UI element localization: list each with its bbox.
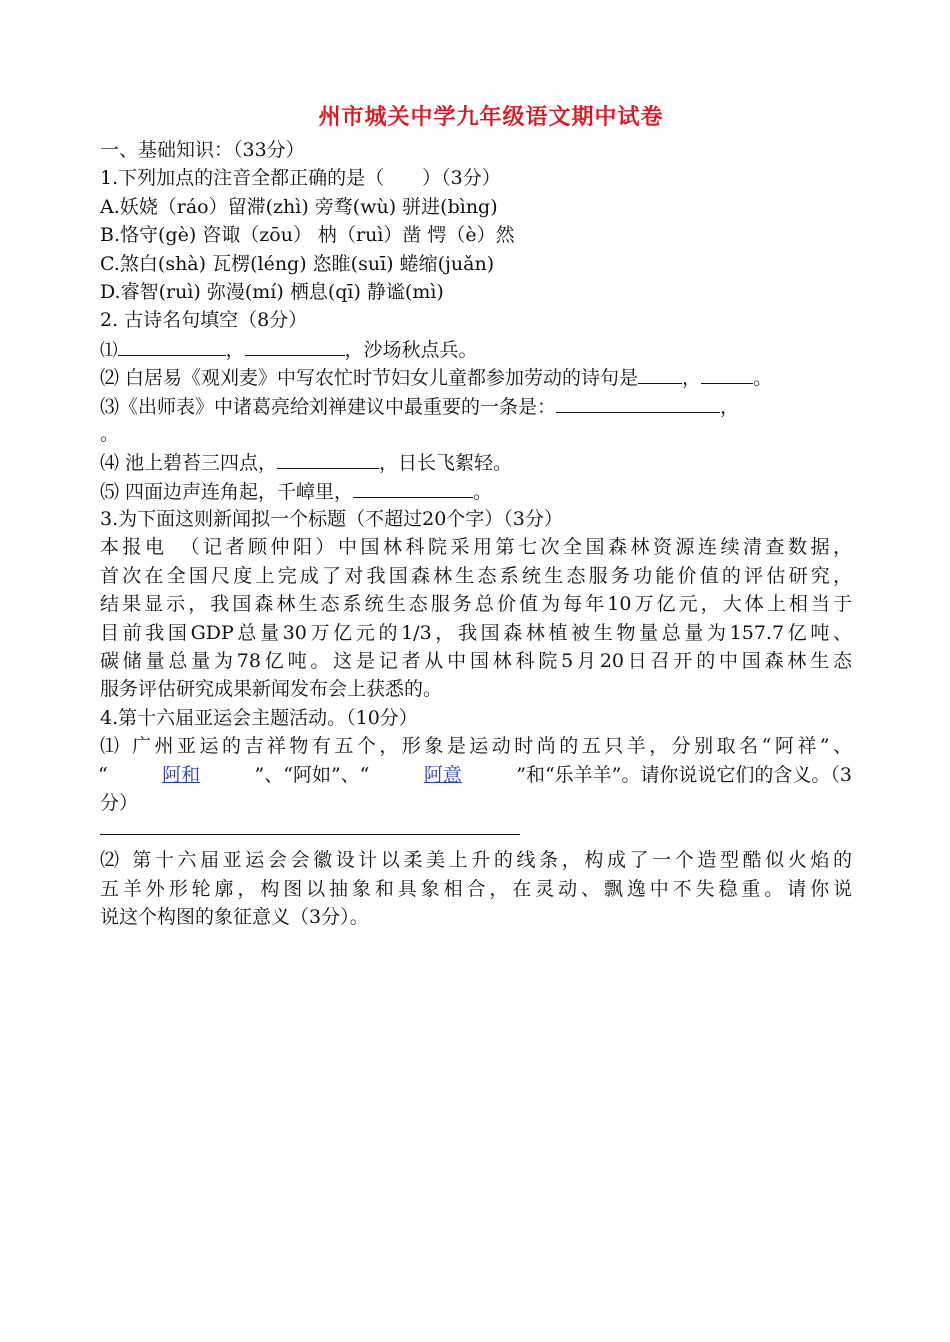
- q4-part1-line1: ⑴ 广州亚运的吉祥物有五个，形象是运动时尚的五只羊，分别取名“阿祥”、: [100, 735, 852, 758]
- mascot-link-ahe[interactable]: 阿和: [162, 763, 201, 786]
- q2-text-4: ⑷ 池上碧苔三四点，: [100, 452, 278, 475]
- q2-stem: 2. 古诗名句填空（8分）: [100, 309, 308, 332]
- fill-blank[interactable]: [556, 392, 720, 413]
- news-line: 目前我国GDP总量30万亿元的1/3，我国森林植被生物量总量为157.7亿吨、: [100, 621, 852, 644]
- news-paragraph: [100, 533, 852, 703]
- q4-part1-rest: ”和“乐羊羊”。请你说说它们的含义。（3: [516, 763, 852, 786]
- q4-stem: 4.第十六届亚运会主题活动。（10分）: [100, 706, 418, 729]
- q2-tail-4: ，日长飞絮轻。: [379, 452, 513, 475]
- fill-blank[interactable]: [245, 335, 345, 356]
- q2-line-3-cont: 。: [100, 422, 120, 445]
- q1-option-a: A.妖娆（ráo）留滞(zhì) 旁骛(wù) 骈进(bìng): [100, 195, 498, 218]
- q2-text-2: ⑵ 白居易《观刈麦》中写农忙时节妇女儿童都参加劳动的诗句是: [100, 367, 639, 390]
- q2-text-3: ⑶《出师表》中诸葛亮给刘禅建议中最重要的一条是：: [100, 395, 557, 418]
- q4-part2-line1: ⑵ 第十六届亚运会会徽设计以柔美上升的线条，构成了一个造型酷似火焰的: [100, 849, 852, 872]
- q1-option-d: D.睿智(ruì) 弥漫(mí) 栖息(qī) 静谧(mì): [100, 280, 444, 303]
- news-line: 首次在全国尺度上完成了对我国森林生态系统生态服务功能价值的评估研究，: [100, 564, 852, 587]
- q4-part1-line2: [100, 761, 852, 789]
- q4-part2-line2: 五羊外形轮廓，构图以抽象和具象相合，在灵动、飘逸中不失稳重。请你说: [100, 877, 852, 900]
- news-line: 结果显示，我国森林生态系统生态服务总价值为每年10万亿元，大体上相当于: [100, 593, 852, 616]
- q2-num-1: ⑴: [100, 340, 118, 361]
- q2-end-2: 。: [753, 367, 773, 390]
- q2-tail-1: ，沙场秋点兵。: [344, 338, 478, 361]
- section-heading: 一、基础知识：（33分）: [100, 139, 305, 161]
- q4-part1-mid: ”、“阿如”、“: [254, 763, 370, 786]
- q1-stem: 1.下列加点的注音全都正确的是（ ）（3分）: [100, 167, 501, 190]
- q4-part1-quote: “: [98, 763, 108, 786]
- news-line-last: 服务评估研究成果新闻发布会上获悉的。: [100, 678, 443, 701]
- fill-blank[interactable]: [277, 448, 379, 469]
- q2-sep-1: ，: [225, 338, 245, 361]
- news-line: 本报电 （记者顾仲阳）中国林科院采用第七次全国森林资源连续清查数据，: [100, 536, 852, 559]
- q1-option-b: B.恪守(gè) 咨诹（zōu） 枘（ruì）凿 愕（è）然: [100, 224, 515, 247]
- q2-end-5: 。: [473, 480, 493, 503]
- q2-line-2: [100, 363, 852, 391]
- fill-blank[interactable]: [353, 477, 473, 498]
- q4-part2-line3: 说这个构图的象征意义（3分）。: [100, 906, 369, 929]
- fill-blank[interactable]: [701, 363, 753, 384]
- exam-page: [100, 98, 852, 932]
- q2-text-5: ⑸ 四面边声连角起，千嶂里，: [100, 480, 354, 503]
- q2-line-4: [100, 448, 852, 476]
- news-line: 碳储量总量为78亿吨。这是记者从中国林科院5月20日召开的中国森林生态: [100, 650, 852, 673]
- fill-blank[interactable]: [118, 335, 226, 356]
- q4-part1-line3: 分）: [100, 791, 139, 814]
- q2-line-5: [100, 477, 852, 505]
- q3-stem: 3.为下面这则新闻拟一个标题（不超过20个字）（3分）: [100, 508, 563, 531]
- q1-option-c: C.煞白(shà) 瓦楞(léng) 恣睢(suī) 蜷缩(juǎn): [100, 252, 495, 275]
- q2-end-3: ，: [720, 395, 740, 418]
- q2-line-3: [100, 392, 852, 420]
- mascot-link-ayi[interactable]: 阿意: [423, 763, 462, 786]
- fill-blank[interactable]: [638, 363, 682, 384]
- q2-sep-2: ，: [682, 367, 702, 390]
- answer-line[interactable]: [100, 817, 520, 835]
- q2-line-1: [100, 335, 852, 363]
- page-title: 州市城关中学九年级语文期中试卷: [318, 104, 664, 130]
